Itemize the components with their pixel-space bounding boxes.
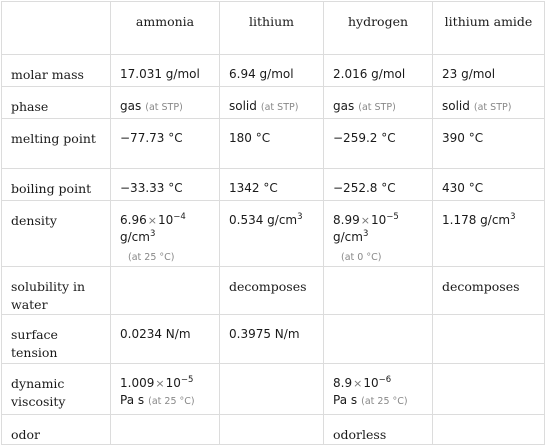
cell-value: odorless [324,415,433,445]
row-density [2,201,545,267]
times-sign: × [353,377,363,390]
cell-value: 390 °C [433,119,545,169]
cell-value: 23 g/mol [433,55,545,87]
row-label: dynamic viscosity [2,364,111,415]
unit: g/cm [333,230,363,244]
density-value: 0.534 g/cm [229,213,298,227]
header-row [2,2,545,55]
header-hydrogen: hydrogen [324,2,433,55]
mantissa: 1.009 [120,376,155,390]
row-molar-mass [2,55,545,87]
cell-value: −259.2 °C [324,119,433,169]
cell-value [111,87,220,119]
condition-note: (at STP) [145,102,183,113]
cell-value [433,364,545,415]
phase-value: gas [120,99,142,113]
cell-value: 0.3975 N/m [220,315,324,364]
cell-value [111,415,220,445]
row-boiling-point [2,169,545,201]
cell-value: $6.96\times 10^{-4}$ $g/cm^3$ (at 25 °C) [111,201,220,267]
cell-value: 0.0234 N/m [111,315,220,364]
cell-value: 17.031 g/mol [111,55,220,87]
condition-note: (at 25 °C) [148,396,195,407]
cell-value: 2.016 g/mol [324,55,433,87]
cell-value: $1.009\times 10^{-5}$ Pa s (at 25 °C) [111,364,220,415]
header-empty [2,2,111,55]
row-label: phase [2,87,111,119]
unit: Pa s [120,393,145,407]
cell-value: −33.33 °C [111,169,220,201]
cell-value: $8.9\times 10^{-6}$ Pa s (at 25 °C) [324,364,433,415]
cell-value: 6.94 g/mol [220,55,324,87]
unit-exponent: 3 [297,212,303,222]
cell-value [220,415,324,445]
exponent: −5 [180,375,194,385]
condition-note: (at 25 °C) [361,396,408,407]
row-surface-tension [2,315,545,364]
row-label: density [2,201,111,267]
phase-value: solid [229,99,257,113]
mantissa: 6.96 [120,213,147,227]
properties-table [1,1,545,445]
cell-value: decomposes [433,267,545,315]
row-label: odor [2,415,111,445]
condition-note: (at STP) [473,102,512,113]
cell-value: −77.73 °C [111,119,220,169]
header-lithium: lithium [220,2,324,55]
row-label: molar mass [2,55,111,87]
cell-value: 180 °C [220,119,324,169]
row-melting-point [2,119,545,169]
cell-value [220,201,324,267]
cell-value [433,87,545,119]
cell-value: 1342 °C [220,169,324,201]
unit: Pa s [333,393,358,407]
cell-value: decomposes [220,267,324,315]
row-odor [2,415,545,445]
cell-value [220,87,324,119]
exponent: −6 [378,375,392,385]
row-label: solubility in water [2,267,111,315]
cell-value: 430 °C [433,169,545,201]
row-dynamic-viscosity [2,364,545,415]
cell-value [324,267,433,315]
times-sign: × [155,377,165,390]
unit-exponent: 3 [510,212,516,222]
condition-note: (at 25 °C) [128,252,175,263]
cell-value [111,267,220,315]
exponent: −5 [386,212,399,222]
row-label: melting point [2,119,111,169]
cell-value [324,315,433,364]
cell-value: −252.8 °C [324,169,433,201]
header-lithium-amide: lithium amide [433,2,545,55]
mantissa: 8.99 [333,213,360,227]
condition-note: (at STP) [358,102,396,113]
row-label: surface tension [2,315,111,364]
unit-exponent: 3 [149,229,156,239]
cell-value [433,415,545,445]
cell-value [324,87,433,119]
times-sign: × [147,214,157,227]
cell-value: $8.99\times 10^{-5}$ $g/cm^3$ (at 0 °C) [324,201,433,267]
condition-note: (at 0 °C) [341,252,382,263]
phase-value: solid [442,99,470,113]
mantissa: 8.9 [333,376,353,390]
cell-value [433,201,545,267]
row-label: boiling point [2,169,111,201]
cell-value [433,315,545,364]
density-value: 1.178 g/cm [442,213,511,227]
exponent: −4 [173,212,186,222]
unit-exponent: 3 [362,229,369,239]
row-phase [2,87,545,119]
phase-value: gas [333,99,355,113]
times-sign: × [360,214,370,227]
cell-value [220,364,324,415]
header-ammonia: ammonia [111,2,220,55]
unit: g/cm [120,230,150,244]
condition-note: (at STP) [260,102,299,113]
row-solubility [2,267,545,315]
